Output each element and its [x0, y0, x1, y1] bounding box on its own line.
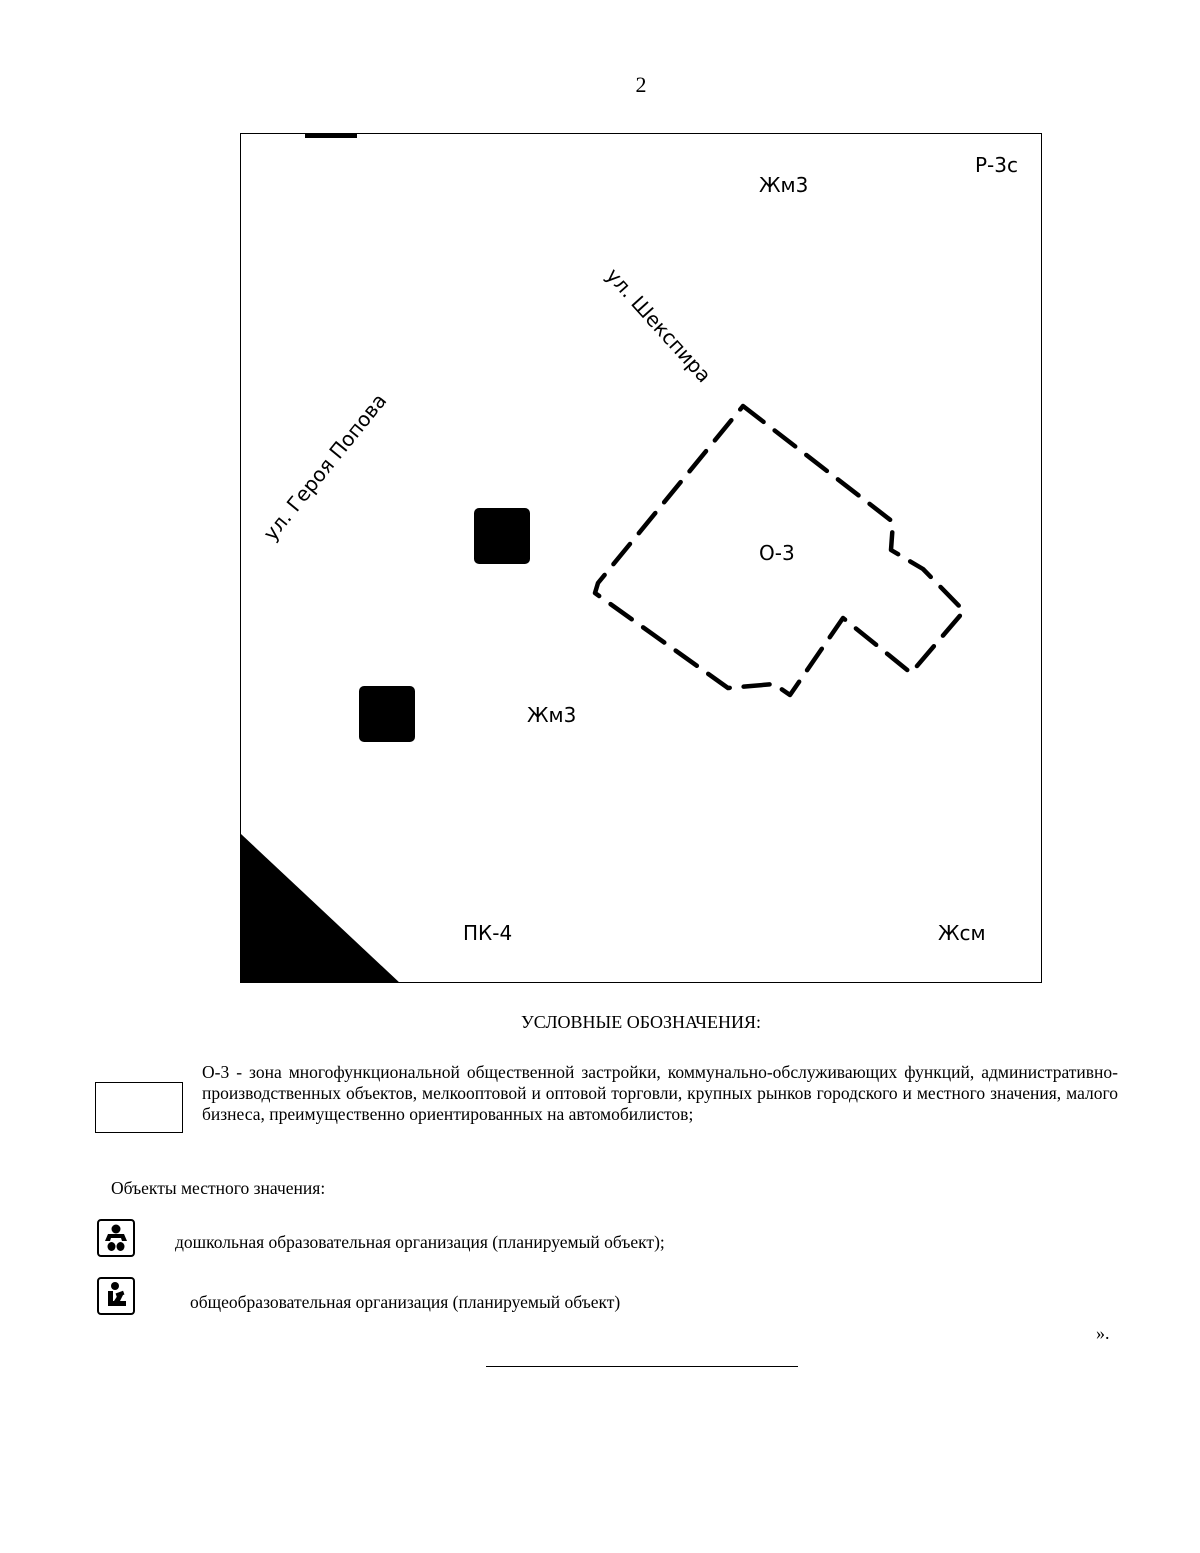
planned-object-square-1: [474, 508, 530, 564]
map-canvas: [241, 134, 1042, 983]
o3-zone-description: О-3 - зона многофункциональной общественной застройки, коммунально-обслуживающих функций, административно-производственных объектов, мелкооптовой и оптовой торговли, крупных рынков городского и местного значения, малого бизнеса, преимущественно ориентированных на автомобилистов;: [202, 1062, 1118, 1124]
zone-label-zhm3-center: Жм3: [527, 703, 577, 727]
objects-heading: Объекты местного значения:: [111, 1178, 326, 1198]
school-legend-text: общеобразовательная организация (планируемый объект): [190, 1292, 621, 1312]
zone-label-pk4: ПК-4: [463, 921, 513, 945]
zone-label-zhm3-top: Жм3: [759, 173, 809, 197]
zone-label-r3c: Р-3с: [975, 153, 1018, 177]
preschool-icon: [97, 1219, 135, 1257]
adjacent-zone-triangle: [241, 834, 401, 983]
closing-quote: ».: [1096, 1323, 1110, 1343]
planned-object-square-2: [359, 686, 415, 742]
preschool-legend-text: дошкольная образовательная организация (планируемый объект);: [175, 1232, 665, 1252]
page-number: 2: [635, 72, 647, 97]
zone-label-o3: О-3: [759, 541, 795, 565]
cropped-label-fragment: [305, 134, 357, 138]
street-label-shakespeare: ул. Шекспира: [601, 263, 717, 388]
street-label-geroya-popova: ул. Героя Попова: [258, 388, 392, 546]
zone-label-zhsm: Жсм: [938, 921, 986, 945]
school-icon: [97, 1277, 135, 1315]
legend-title: УСЛОВНЫЕ ОБОЗНАЧЕНИЯ:: [521, 1012, 761, 1032]
o3-zone-legend-swatch: [95, 1082, 183, 1133]
zoning-map: [240, 133, 1042, 983]
separator-line: [486, 1366, 798, 1367]
